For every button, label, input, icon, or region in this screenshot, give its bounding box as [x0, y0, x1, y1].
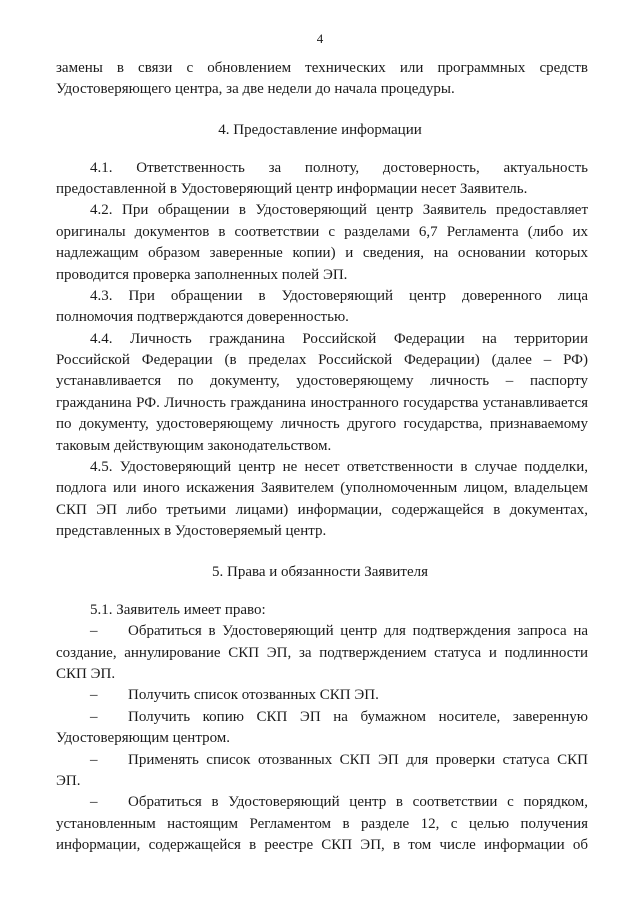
- section-heading-5: 5. Права и обязанности Заявителя: [212, 564, 428, 580]
- text-line: Удостоверяющим центром.: [56, 730, 231, 746]
- text-line: СКП ЭП либо третьими лицами) информации, содержащейся в документах,: [56, 502, 588, 518]
- text-line: 4.2. При обращении в Удостоверяющий центр Заявитель предоставляет: [90, 202, 588, 218]
- text-line: 4.1. Ответственность за полноту, достоверность, актуальность: [90, 160, 588, 176]
- text-line: надлежащим образом заверенные копии) и сведения, на основании которых: [56, 245, 588, 261]
- list-item: [90, 707, 588, 729]
- text-line: Российской Федерации (в пределах Российской Федерации) (далее – РФ): [56, 352, 588, 368]
- list-item-text: Обратиться в Удостоверяющий центр для подтверждения запроса на: [128, 623, 588, 639]
- list-dash: –: [90, 623, 98, 639]
- text-line: проводится проверка заполненных полей ЭП.: [56, 267, 348, 283]
- text-line: установленным настоящим Регламентом в разделе 12, с целью получения: [56, 816, 588, 832]
- text-line: 4.5. Удостоверяющий центр не несет ответственности в случае подделки,: [90, 459, 588, 475]
- text-line: по документу, удостоверяющему личность другого государства, признаваемому: [56, 416, 588, 432]
- page-number: 4: [316, 31, 324, 46]
- text-line: предоставленной в Удостоверяющий центр информации несет Заявитель.: [56, 181, 528, 197]
- text-line: 5.1. Заявитель имеет право:: [90, 602, 266, 618]
- list-item-text: Получить копию СКП ЭП на бумажном носителе, заверенную: [128, 709, 588, 725]
- list-item-text: Получить список отозванных СКП ЭП.: [128, 687, 379, 703]
- text-line: таковым действующим законодательством.: [56, 438, 332, 454]
- list-item: [90, 792, 588, 814]
- list-item: [90, 685, 588, 707]
- text-line: СКП ЭП.: [56, 666, 116, 682]
- text-line: подлога или иного искажения Заявителем (уполномоченным лицом, владельцем: [56, 480, 588, 496]
- text-line: ЭП.: [56, 773, 81, 789]
- text-line: оригиналы документов в соответствии с разделами 6,7 Регламента (либо их: [56, 224, 588, 240]
- text-line: Удостоверяющего центра, за две недели до начала процедуры.: [56, 81, 455, 97]
- text-line: создание, аннулирование СКП ЭП, за подтверждением статуса и подлинности: [56, 645, 588, 661]
- list-item-text: Обратиться в Удостоверяющий центр в соответствии с порядком,: [128, 794, 588, 810]
- text-line: представленных в Удостоверяемый центр.: [56, 523, 327, 539]
- text-line: гражданина РФ. Личность гражданина иностранного государства устанавливается: [56, 395, 588, 411]
- text-line: замены в связи с обновлением технических или программных средств: [56, 60, 588, 76]
- text-line: полномочия подтверждаются доверенностью.: [56, 309, 349, 325]
- text-line: 4.4. Личность гражданина Российской Федерации на территории: [90, 331, 588, 347]
- list-dash: –: [90, 794, 98, 810]
- list-dash: –: [90, 687, 98, 703]
- text-line: информации, содержащейся в реестре СКП ЭП, в том числе информации об: [56, 837, 588, 853]
- list-item: [90, 621, 588, 643]
- text-line: 4.3. При обращении в Удостоверяющий центр доверенного лица: [90, 288, 588, 304]
- list-dash: –: [90, 709, 98, 725]
- text-line: устанавливается по документу, удостоверяющему личность – паспорту: [56, 373, 588, 389]
- list-dash: –: [90, 752, 98, 768]
- list-item: [90, 750, 588, 772]
- list-item-text: Применять список отозванных СКП ЭП для проверки статуса СКП: [128, 752, 588, 768]
- section-heading-4: 4. Предоставление информации: [218, 122, 422, 138]
